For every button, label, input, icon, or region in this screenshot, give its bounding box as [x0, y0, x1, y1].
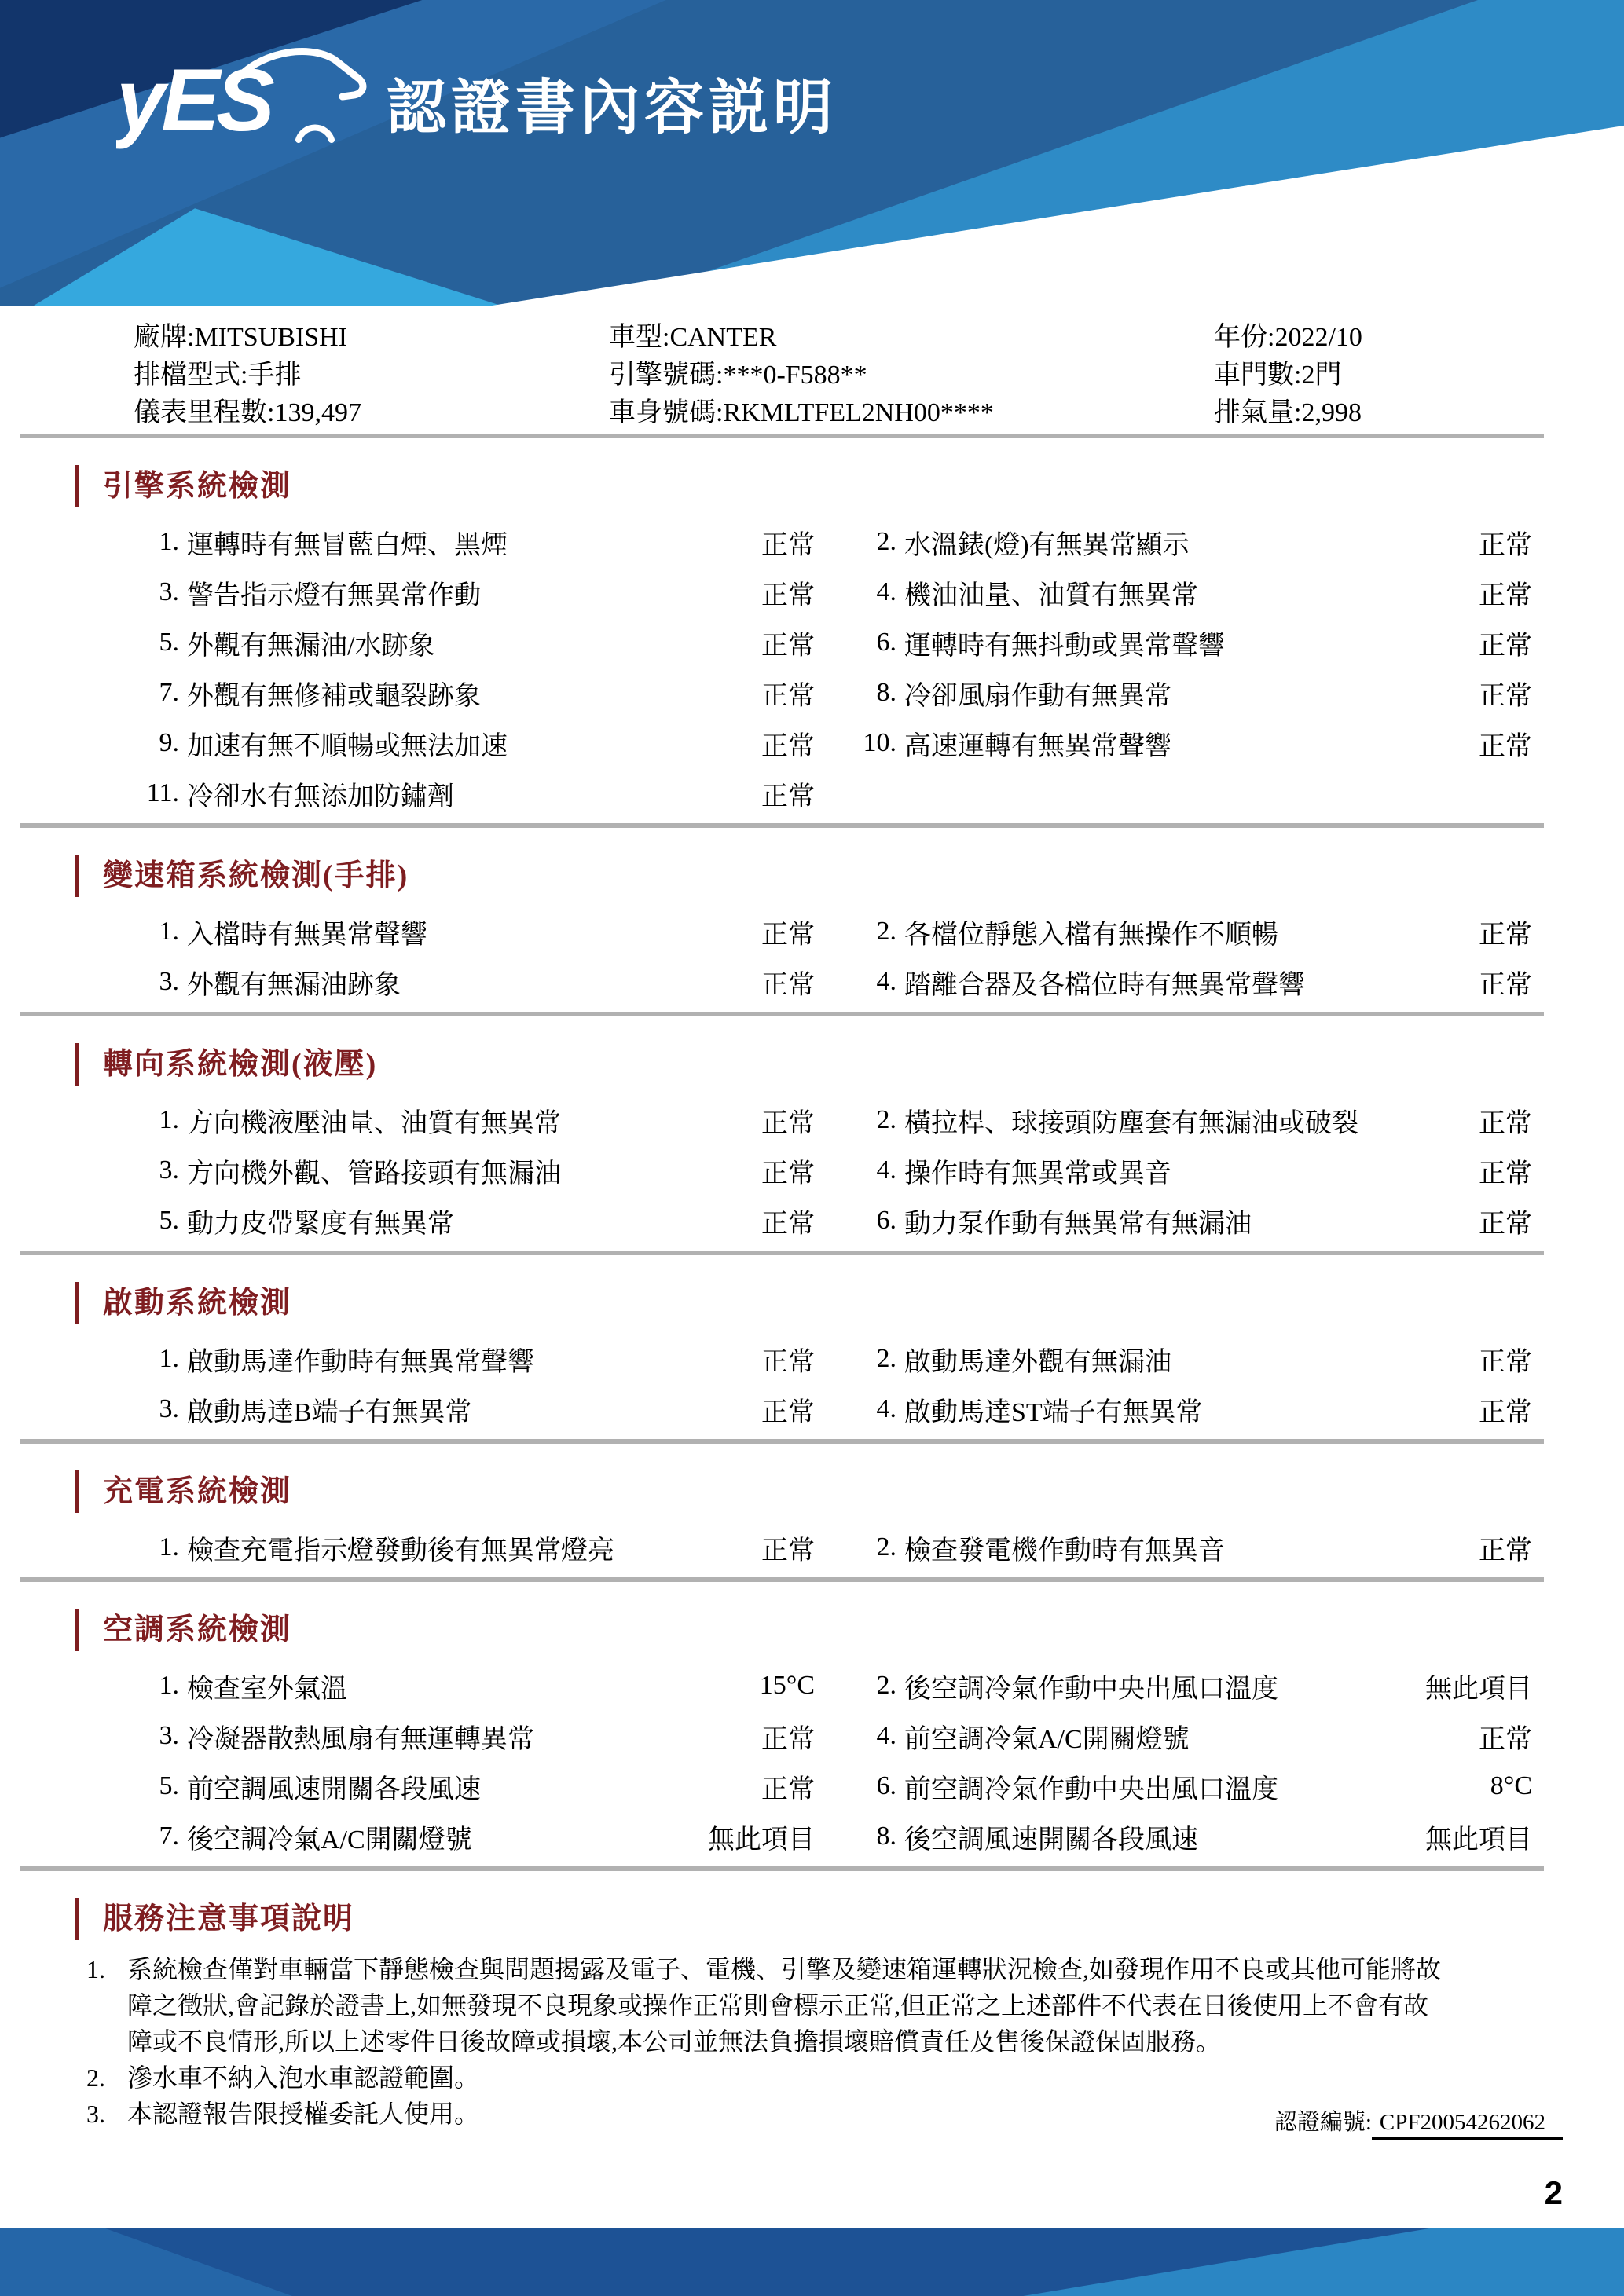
item-status: 正常	[1479, 1209, 1532, 1239]
item-number: 6.	[876, 1771, 896, 1800]
inspection-item	[851, 1334, 1532, 1384]
section-title: 啟動系統檢測	[103, 1287, 292, 1320]
inspection-item	[851, 957, 1532, 1007]
field-label: 引擎號碼:	[609, 361, 724, 390]
item-label: 高速運轉有無異常聲響	[904, 731, 1171, 761]
section-title: 充電系統檢測	[103, 1475, 292, 1508]
item-number: 1.	[159, 527, 179, 556]
inspection-item	[134, 957, 815, 1007]
item-number: 5.	[159, 628, 179, 657]
cert-number-value: CPF20054262062	[1372, 2110, 1563, 2140]
item-number: 3.	[159, 1721, 179, 1750]
page-footer	[0, 2228, 1624, 2296]
item-number: 4.	[876, 1721, 896, 1750]
notes-section	[0, 1898, 1624, 2135]
notes-title: 服務注意事項說明	[103, 1902, 355, 1935]
inspection-item	[134, 1522, 815, 1573]
item-number: 4.	[876, 1155, 896, 1185]
item-status: 正常	[1479, 1347, 1532, 1377]
inspection-section	[0, 1282, 1624, 1434]
section-divider	[20, 1439, 1544, 1444]
inspection-item	[134, 1811, 815, 1862]
field-value: 2門	[1301, 361, 1342, 390]
item-status: 正常	[1479, 1108, 1532, 1138]
item-status: 正常	[761, 1774, 815, 1804]
inspection-section	[0, 855, 1624, 1007]
item-label: 方向機液壓油量、油質有無異常	[187, 1108, 561, 1138]
note-text: 滲水車不納入泡水車認證範圍。	[127, 2063, 480, 2092]
item-status: 無此項目	[1425, 1825, 1532, 1855]
section-divider	[20, 1012, 1544, 1016]
item-number: 7.	[159, 1822, 179, 1851]
inspection-section	[0, 1043, 1624, 1246]
vehicle-info-field	[134, 394, 609, 432]
page-number: 2	[1544, 2174, 1563, 2211]
item-number: 2.	[876, 527, 896, 556]
vehicle-info-field	[1214, 357, 1571, 394]
inspection-item	[851, 567, 1532, 617]
inspection-section	[0, 465, 1624, 818]
item-number: 6.	[876, 1206, 896, 1235]
item-label: 啟動馬達作動時有無異常聲響	[187, 1347, 534, 1377]
item-label: 外觀有無漏油/水跡象	[187, 631, 435, 661]
item-label: 橫拉桿、球接頭防塵套有無漏油或破裂	[904, 1108, 1358, 1138]
section-items	[0, 1661, 1624, 1862]
item-label: 啟動馬達ST端子有無異常	[904, 1397, 1203, 1427]
item-status: 正常	[1479, 580, 1532, 610]
vehicle-info-grid	[134, 319, 1571, 432]
section-divider	[20, 1251, 1544, 1255]
section-title-block	[75, 1470, 1624, 1513]
section-items	[0, 517, 1624, 818]
field-label: 排氣量:	[1214, 398, 1302, 427]
item-status: 正常	[1479, 970, 1532, 1000]
item-label: 外觀有無修補或龜裂跡象	[187, 681, 481, 711]
inspection-item	[134, 567, 815, 617]
item-label: 前空調冷氣作動中央出風口溫度	[904, 1774, 1278, 1804]
item-label: 後空調冷氣作動中央出風口溫度	[904, 1674, 1278, 1704]
note-item	[86, 2096, 1469, 2132]
item-number: 1.	[159, 917, 179, 946]
note-text: 系統檢查僅對車輛當下靜態檢查與問題揭露及電子、電機、引擎及變速箱運轉狀況檢查,如發現作用不良或其他可能將故障之徵狀,會記錄於證書上,如無發現不良現象或操作正常則會標示正常,但正常之上述部件不代表在日後使用上不會有故障或不良情形,所以上述零件日後故障或損壞,本公司並無法負擔損壞賠償責任及售後保證保固服務。	[127, 1955, 1442, 2056]
item-label: 警告指示燈有無異常作動	[187, 580, 481, 610]
section-title: 轉向系統檢測(液壓)	[103, 1048, 378, 1081]
item-number: 7.	[159, 678, 179, 707]
item-label: 啟動馬達外觀有無漏油	[904, 1347, 1171, 1377]
item-number: 2.	[876, 1344, 896, 1373]
item-number: 2.	[876, 1105, 896, 1134]
inspection-item	[851, 517, 1532, 567]
inspection-item	[851, 1761, 1532, 1811]
item-number: 1.	[159, 1344, 179, 1373]
section-items	[0, 1334, 1624, 1434]
page-header	[0, 0, 1624, 306]
item-label: 啟動馬達B端子有無異常	[187, 1397, 472, 1427]
inspection-item	[134, 718, 815, 768]
item-status: 正常	[761, 530, 815, 560]
item-number: 9.	[159, 728, 179, 757]
item-status: 正常	[761, 631, 815, 661]
yes-logo-text: yES	[116, 51, 271, 149]
field-value: MITSUBISHI	[194, 323, 348, 352]
inspection-item	[134, 1095, 815, 1145]
item-status: 無此項目	[1425, 1674, 1532, 1704]
item-status: 正常	[1479, 731, 1532, 761]
field-value: 2022/10	[1274, 323, 1362, 352]
item-status: 正常	[761, 970, 815, 1000]
section-title-block	[75, 465, 1624, 507]
item-label: 檢查發電機作動時有無異音	[904, 1536, 1225, 1565]
inspection-item	[851, 718, 1532, 768]
item-number: 3.	[159, 577, 179, 606]
item-number: 8.	[876, 678, 896, 707]
item-status: 正常	[1479, 631, 1532, 661]
note-number: 1.	[86, 1955, 105, 1983]
inspection-item	[851, 617, 1532, 668]
item-status: 正常	[761, 1397, 815, 1427]
note-text: 本認證報告限授權委託人使用。	[127, 2100, 480, 2128]
vehicle-info-field	[609, 357, 1214, 394]
item-status: 正常	[761, 580, 815, 610]
inspection-item	[134, 1334, 815, 1384]
section-items	[0, 1522, 1624, 1573]
item-status: 正常	[1479, 1724, 1532, 1754]
note-item	[86, 1951, 1469, 2060]
inspection-sections	[0, 465, 1624, 1871]
section-title: 空調系統檢測	[103, 1613, 292, 1646]
item-status: 正常	[1479, 681, 1532, 711]
item-status: 正常	[761, 920, 815, 950]
inspection-item	[134, 517, 815, 567]
item-status: 正常	[761, 1209, 815, 1239]
inspection-item	[134, 1661, 815, 1711]
item-status: 無此項目	[708, 1825, 815, 1855]
notes-list	[86, 1951, 1469, 2132]
page-title: 認證書內容説明	[387, 75, 838, 141]
notes-title-block	[75, 1898, 1624, 1940]
item-label: 操作時有無異常或異音	[904, 1159, 1171, 1188]
item-status: 15°C	[759, 1671, 815, 1700]
item-number: 4.	[876, 967, 896, 996]
section-divider	[20, 1866, 1544, 1871]
field-value: CANTER	[669, 323, 777, 352]
item-status: 正常	[761, 1159, 815, 1188]
inspection-item	[851, 768, 1532, 818]
inspection-item	[134, 1384, 815, 1434]
inspection-item	[851, 1522, 1532, 1573]
item-status: 正常	[761, 681, 815, 711]
vehicle-info-field	[134, 319, 609, 357]
item-label: 檢查充電指示燈發動後有無異常燈亮	[187, 1536, 614, 1565]
item-number: 4.	[876, 577, 896, 606]
item-label: 踏離合器及各檔位時有無異常聲響	[904, 970, 1305, 1000]
vehicle-info-field	[1214, 319, 1571, 357]
item-label: 前空調冷氣A/C開關燈號	[904, 1724, 1190, 1754]
section-items	[0, 1095, 1624, 1246]
field-label: 儀表里程數:	[134, 398, 275, 427]
section-divider	[20, 434, 1544, 438]
item-number: 6.	[876, 628, 896, 657]
item-label: 方向機外觀、管路接頭有無漏油	[187, 1159, 561, 1188]
item-status: 正常	[1479, 530, 1532, 560]
inspection-item	[134, 906, 815, 957]
vehicle-info-field	[1214, 394, 1571, 432]
item-label: 冷卻風扇作動有無異常	[904, 681, 1171, 711]
item-label: 運轉時有無冒藍白煙、黑煙	[187, 530, 508, 560]
inspection-item	[851, 1145, 1532, 1196]
item-status: 正常	[761, 1347, 815, 1377]
item-label: 入檔時有無異常聲響	[187, 920, 427, 950]
field-label: 年份:	[1214, 323, 1275, 352]
item-status: 正常	[761, 1536, 815, 1565]
inspection-item	[851, 906, 1532, 957]
vehicle-info-field	[609, 394, 1214, 432]
field-value: RKMLTFEL2NH00****	[723, 398, 994, 427]
item-number: 2.	[876, 1532, 896, 1562]
section-title: 變速箱系統檢測(手排)	[103, 859, 409, 892]
item-number: 8.	[876, 1822, 896, 1851]
inspection-item	[134, 668, 815, 718]
item-number: 1.	[159, 1671, 179, 1700]
section-divider	[20, 823, 1544, 828]
item-status: 正常	[761, 782, 815, 811]
inspection-item	[851, 1661, 1532, 1711]
item-label: 後空調冷氣A/C開關燈號	[187, 1825, 472, 1855]
item-label: 各檔位靜態入檔有無操作不順暢	[904, 920, 1278, 950]
vehicle-info-field	[134, 357, 609, 394]
vehicle-info-field	[609, 319, 1214, 357]
item-status: 正常	[1479, 1536, 1532, 1565]
inspection-item	[134, 1711, 815, 1761]
section-title: 引擎系統檢測	[103, 470, 292, 503]
note-number: 3.	[86, 2100, 105, 2128]
inspection-item	[134, 1761, 815, 1811]
item-status: 正常	[1479, 1397, 1532, 1427]
inspection-item	[134, 1196, 815, 1246]
item-label: 檢查室外氣溫	[187, 1674, 347, 1704]
item-number: 11.	[146, 778, 179, 807]
yes-logo	[116, 38, 391, 159]
item-label: 水溫錶(燈)有無異常顯示	[904, 530, 1190, 560]
item-label: 運轉時有無抖動或異常聲響	[904, 631, 1225, 661]
section-items	[0, 906, 1624, 1007]
field-value: 2,998	[1301, 398, 1362, 427]
field-value: 手排	[247, 361, 302, 390]
inspection-item	[851, 1711, 1532, 1761]
item-label: 動力皮帶緊度有無異常	[187, 1209, 454, 1239]
note-item	[86, 2060, 1469, 2096]
inspection-item	[134, 1145, 815, 1196]
inspection-section	[0, 1470, 1624, 1573]
item-number: 3.	[159, 1394, 179, 1423]
section-title-block	[75, 1282, 1624, 1324]
item-status: 正常	[1479, 920, 1532, 950]
item-number: 5.	[159, 1206, 179, 1235]
item-label: 機油油量、油質有無異常	[904, 580, 1198, 610]
section-title-block	[75, 1609, 1624, 1651]
section-title-block	[75, 1043, 1624, 1086]
item-number: 4.	[876, 1394, 896, 1423]
item-label: 加速有無不順暢或無法加速	[187, 731, 508, 761]
item-number: 10.	[863, 728, 896, 757]
inspection-item	[851, 1384, 1532, 1434]
section-divider	[20, 1577, 1544, 1582]
cert-number-line	[1274, 2104, 1563, 2137]
item-status: 正常	[1479, 1159, 1532, 1188]
inspection-item	[851, 668, 1532, 718]
item-label: 外觀有無漏油跡象	[187, 970, 401, 1000]
field-value: ***0-F588**	[723, 361, 867, 390]
item-status: 8°C	[1490, 1771, 1532, 1800]
inspection-item	[851, 1095, 1532, 1145]
section-title-block	[75, 855, 1624, 897]
field-label: 車型:	[609, 323, 670, 352]
report-body	[0, 319, 1624, 2135]
item-number: 3.	[159, 967, 179, 996]
note-number: 2.	[86, 2063, 105, 2092]
field-label: 車門數:	[1214, 361, 1302, 390]
inspection-item	[134, 617, 815, 668]
item-status: 正常	[761, 1108, 815, 1138]
item-number: 1.	[159, 1105, 179, 1134]
item-number: 2.	[876, 1671, 896, 1700]
inspection-section	[0, 1609, 1624, 1862]
field-label: 廠牌:	[134, 323, 195, 352]
field-value: 139,497	[274, 398, 361, 427]
item-label: 動力泵作動有無異常有無漏油	[904, 1209, 1252, 1239]
inspection-item	[134, 768, 815, 818]
item-status: 正常	[761, 731, 815, 761]
item-number: 3.	[159, 1155, 179, 1185]
inspection-item	[851, 1196, 1532, 1246]
field-label: 排檔型式:	[134, 361, 248, 390]
item-label: 冷凝器散熱風扇有無運轉異常	[187, 1724, 534, 1754]
item-number: 5.	[159, 1771, 179, 1800]
inspection-item	[851, 1811, 1532, 1862]
item-number: 2.	[876, 917, 896, 946]
item-label: 前空調風速開關各段風速	[187, 1774, 481, 1804]
item-number: 1.	[159, 1532, 179, 1562]
field-label: 車身號碼:	[609, 398, 724, 427]
cert-number-label: 認證編號:	[1274, 2110, 1372, 2135]
item-label: 冷卻水有無添加防鏽劑	[187, 782, 454, 811]
item-label: 後空調風速開關各段風速	[904, 1825, 1198, 1855]
item-status: 正常	[761, 1724, 815, 1754]
